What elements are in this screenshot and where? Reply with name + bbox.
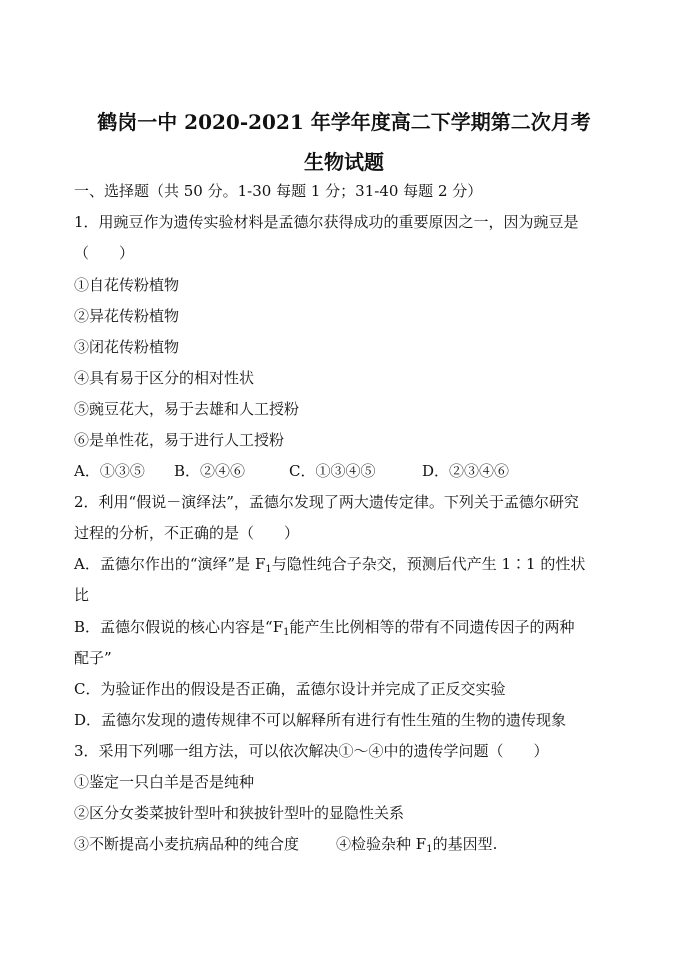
- q1-option-c: C．①③④⑤: [289, 462, 376, 480]
- section-heading: 一、选择题（共 50 分。1-30 每题 1 分；31-40 每题 2 分）: [74, 182, 483, 200]
- q2-option-b: B．孟德尔假说的核心内容是“$F_1$能产生比例相等的带有不同遗传因子的两种: [74, 618, 575, 638]
- q3-stem: 3．采用下列哪一组方法，可以依次解决①～④中的遗传学问题（ ）: [74, 742, 549, 760]
- q3-item-2: ②区分女娄菜披针型叶和狭披针型叶的显隐性关系: [74, 804, 405, 822]
- q2-stem-line2: 过程的分析，不正确的是（ ）: [74, 524, 300, 542]
- q2-option-d: D．孟德尔发现的遗传规律不可以解释所有进行有性生殖的生物的遗传现象: [74, 711, 567, 729]
- q1-item-1: ①自花传粉植物: [74, 276, 180, 294]
- q3-item-4: ④检验杂种 $F_1$的基因型.: [336, 835, 498, 855]
- q1-item-2: ②异花传粉植物: [74, 307, 180, 325]
- q2-option-a-cont: 比: [74, 586, 90, 604]
- q1-item-5: ⑤豌豆花大，易于去雄和人工授粉: [74, 400, 300, 418]
- q1-item-6: ⑥是单性花，易于进行人工授粉: [74, 431, 285, 449]
- q1-item-3: ③闭花传粉植物: [74, 338, 180, 356]
- exam-subject: 生物试题: [304, 150, 384, 174]
- q2-option-c: C．为验证作出的假设是否正确，孟德尔设计并完成了正反交实验: [74, 680, 506, 698]
- q1-option-b: B．②④⑥: [174, 462, 246, 480]
- exam-title: 鹤岗一中 2020-2021 年学年度高二下学期第二次月考: [97, 110, 591, 134]
- q1-stem-line2: （ ）: [74, 244, 135, 262]
- q1-options-row: [74, 461, 634, 481]
- q1-option-d: D．②③④⑥: [422, 462, 510, 480]
- q1-item-4: ④具有易于区分的相对性状: [74, 369, 255, 387]
- q1-option-a: A．①③⑤: [74, 462, 145, 480]
- q1-stem-line1: 1．用豌豆作为遗传实验材料是孟德尔获得成功的重要原因之一，因为豌豆是: [74, 213, 579, 231]
- q3-item-1: ①鉴定一只白羊是否是纯种: [74, 773, 255, 791]
- q3-item-3: ③不断提高小麦抗病品种的纯合度: [74, 835, 300, 853]
- q2-option-b-cont: 配子”: [74, 649, 112, 667]
- q2-option-a: A．孟德尔作出的“演绎”是 $F_1$与隐性纯合子杂交，预测后代产生 1∶1 的性状: [74, 555, 586, 575]
- q3-items-row: [74, 834, 634, 854]
- q2-stem-line1: 2．利用“假说－演绎法”，孟德尔发现了两大遗传定律。下列关于孟德尔研究: [74, 493, 579, 511]
